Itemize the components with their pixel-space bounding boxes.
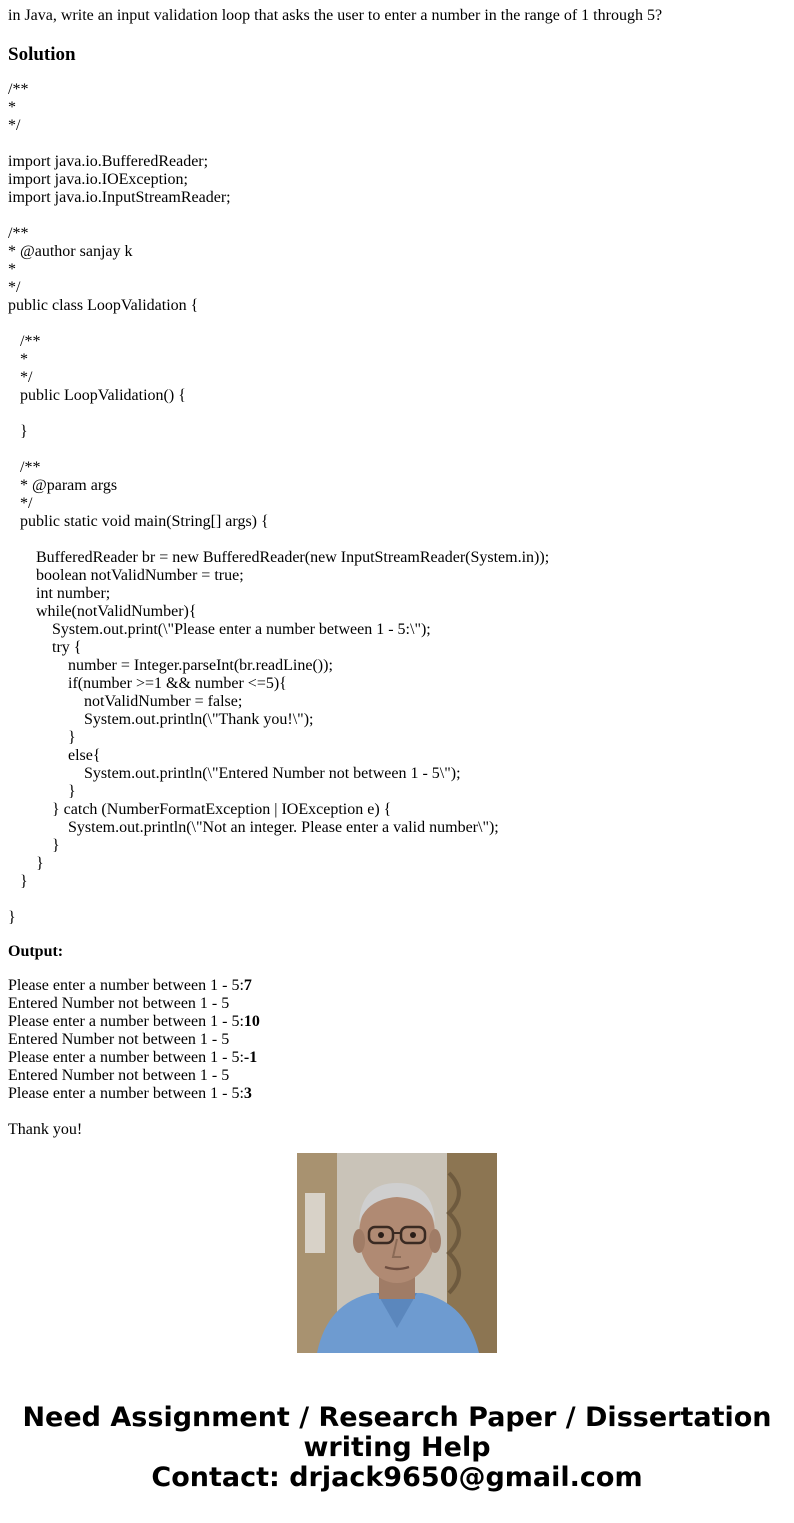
output-line — [8, 977, 788, 995]
output-user-input: 10 — [243, 1013, 260, 1030]
promo-contact[interactable]: Contact: drjack9650@gmail.com — [151, 1462, 643, 1493]
code-line: BufferedReader br = new BufferedReader(new InputStreamReader(System.in)); — [8, 549, 550, 566]
code-line: * — [8, 261, 16, 278]
output-line-text: Please enter a number between 1 - 5: — [8, 977, 244, 994]
code-line: public static void main(String[] args) { — [8, 513, 269, 530]
code-line: number = Integer.parseInt(br.readLine()); — [8, 657, 333, 674]
output-line-text: Entered Number not between 1 - 5 — [8, 1067, 230, 1084]
code-line: } — [8, 423, 28, 440]
code-line: /** — [8, 459, 41, 476]
output-line-text: Please enter a number between 1 - 5: — [8, 1085, 244, 1102]
code-line: } — [8, 909, 16, 926]
code-line: * — [8, 351, 28, 368]
output-line — [8, 1103, 788, 1121]
code-line: } — [8, 729, 76, 746]
output-line — [8, 1013, 788, 1031]
code-block — [8, 81, 788, 927]
output-heading: Output: — [8, 943, 64, 960]
code-line: System.out.print(\"Please enter a number between 1 - 5:\"); — [8, 621, 431, 638]
output-line — [8, 1085, 788, 1103]
output-line-text: Please enter a number between 1 - 5: — [8, 1049, 244, 1066]
code-line: } — [8, 837, 60, 854]
question-text: in Java, write an input validation loop that asks the user to enter a number in the range of 1 through 5? — [8, 7, 663, 24]
code-line — [8, 315, 788, 333]
code-line — [8, 207, 788, 225]
code-line: import java.io.BufferedReader; — [8, 153, 209, 170]
code-line — [8, 135, 788, 153]
code-line: /** — [8, 333, 41, 350]
code-line: } — [8, 855, 44, 872]
code-line — [8, 405, 788, 423]
code-line: if(number >=1 && number <=5){ — [8, 675, 287, 692]
code-line: try { — [8, 639, 82, 656]
code-line — [8, 891, 788, 909]
code-line: import java.io.IOException; — [8, 171, 188, 188]
output-user-input: 7 — [243, 977, 252, 994]
code-line: notValidNumber = false; — [8, 693, 243, 710]
output-line-text: Entered Number not between 1 - 5 — [8, 1031, 230, 1048]
output-line-text: Thank you! — [8, 1121, 83, 1138]
code-line: */ — [8, 279, 21, 296]
code-line: } catch (NumberFormatException | IOException e) { — [8, 801, 392, 818]
code-line: } — [8, 783, 76, 800]
code-line: else{ — [8, 747, 101, 764]
output-user-input: -1 — [243, 1049, 258, 1066]
output-line — [8, 1049, 788, 1067]
code-line: */ — [8, 117, 21, 134]
output-line — [8, 1121, 788, 1139]
code-line: int number; — [8, 585, 111, 602]
code-line: boolean notValidNumber = true; — [8, 567, 244, 584]
code-line: public LoopValidation() { — [8, 387, 186, 404]
code-line: * @author sanjay k — [8, 243, 133, 260]
code-line: /** — [8, 225, 29, 242]
output-line — [8, 995, 788, 1013]
output-line-text: Entered Number not between 1 - 5 — [8, 995, 230, 1012]
code-line: */ — [8, 369, 33, 386]
code-line: System.out.println(\"Not an integer. Please enter a valid number\"); — [8, 819, 499, 836]
code-line: * — [8, 99, 16, 116]
output-user-input: 3 — [243, 1085, 252, 1102]
promo-line-2: writing Help — [303, 1432, 491, 1463]
code-line: public class LoopValidation { — [8, 297, 199, 314]
output-line — [8, 1031, 788, 1049]
output-line-text: Please enter a number between 1 - 5: — [8, 1013, 244, 1030]
code-line: /** — [8, 81, 29, 98]
solution-heading: Solution — [8, 44, 76, 65]
promo-banner — [0, 1403, 794, 1493]
author-portrait-image — [297, 1153, 497, 1353]
author-avatar — [297, 1153, 497, 1353]
promo-line-1: Need Assignment / Research Paper / Dissertation — [22, 1402, 772, 1433]
code-line: System.out.println(\"Thank you!\"); — [8, 711, 314, 728]
code-line — [8, 441, 788, 459]
output-block — [8, 977, 788, 1139]
code-line: */ — [8, 495, 33, 512]
code-line: } — [8, 873, 28, 890]
document-content — [8, 0, 788, 1138]
code-line: System.out.println(\"Entered Number not between 1 - 5\"); — [8, 765, 461, 782]
code-line — [8, 531, 788, 549]
code-line: * @param args — [8, 477, 118, 494]
code-line: while(notValidNumber){ — [8, 603, 197, 620]
code-line: import java.io.InputStreamReader; — [8, 189, 231, 206]
output-line — [8, 1067, 788, 1085]
